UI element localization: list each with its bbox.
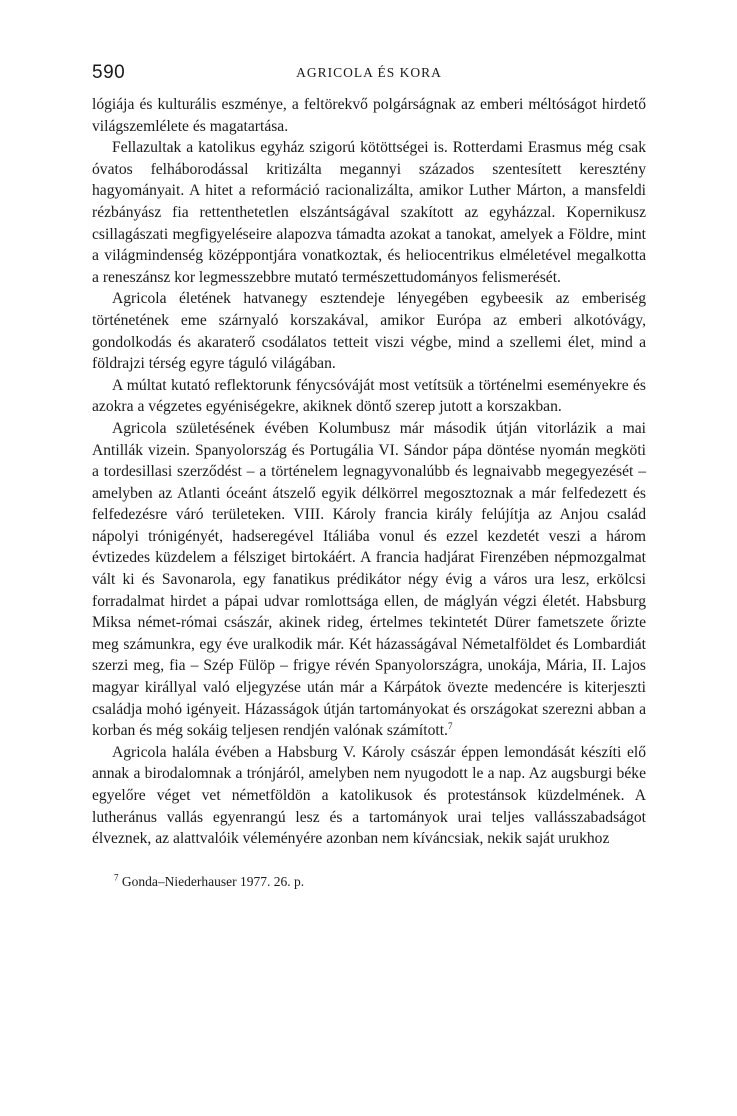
footnote-marker: 7: [114, 872, 119, 883]
paragraph-text: Agricola születésének évében Kolumbusz már második útján vitorlázik a mai Antillák vizein. Spanyolország és Portugália VI. Sándor pápa döntése nyomán megköti a tordesillasi szerződést – a történelem legnagyvonalúbb és legnaivabb megegyezését – amelyben az Atlanti óceánt átszelő egyik délkörrel megosztoznak a már felfedezett és felfedezésre váró területeken. VIII. Károly francia király felújítja az Anjou család nápolyi trónigényét, hadseregével Itáliába vonul és ezzel kezdetét veszi a három évtizedes küzdelem a félsziget birtokáért. A francia hadjárat Firenzében népmozgalmat vált ki és Savonarola, egy fanatikus prédikátor négy évig a város ura lesz, erkölcsi forradalmat hirdet a pápai udvar romlottsága ellen, de máglyán végzi életét. Habsburg Miksa német-római császár, akinek rideg, értelmes tekintetét Dürer fametszete őrizte meg számunkra, egy éve uralkodik már. Két házasságával Németalföldet és Lombardiát szerzi meg, fia – Szép Fülöp – frigye révén Spanyolországra, unokája, Mária, II. Lajos magyar királlyal való eljegyzése után már a Kárpátok övezte medencére is kiterjeszti családja mohó igényeit. Házasságok útján tartományokat és országokat szerezni abban a korban és még sokáig teljesen rendjén valónak számított.: [92, 419, 646, 740]
book-page: [92, 62, 646, 890]
footnote-reference: 7: [447, 721, 453, 732]
paragraph: A múltat kutató reflektorunk fénycsóváját most vetítsük a történelmi eseményekre és azokra a végzetes egyéniségekre, akiknek döntő szerep jutott a korszakban.: [92, 376, 646, 416]
footnote: [92, 874, 646, 890]
paragraph: lógiája és kulturális eszménye, a feltörekvő polgárságnak az emberi méltóságot hirdető világszemlélete és magatartása.: [92, 96, 646, 135]
page-number: 590: [92, 62, 126, 83]
body-text: [92, 94, 646, 850]
page-header: [92, 62, 646, 94]
paragraph: [92, 418, 646, 742]
running-head: AGRICOLA ÉS KORA: [296, 65, 442, 80]
paragraph: Agricola életének hatvanegy esztendeje lényegében egybeesik az emberiség történetének eme szárnyaló korszakával, amikor Európa az emberi alkotóvágy, gondolkodás és akaraterő csodálatos tetteit viszi végbe, mind a szellemi élet, mind a földrajzi térség egyre táguló világában.: [92, 290, 646, 373]
paragraph: Agricola halála évében a Habsburg V. Károly császár éppen lemondását készíti elő annak a birodalomnak a trónjáról, amelyben nem nyugodott le a nap. Az augsburgi béke egyelőre véget vet németföldön a katolikusok és protestánsok küzdelmének. A lutheránus vallás egyenrangú lesz és a tartományok urai teljes vallásszabadságot élveznek, az alattvalóik véleményére azonban nem kíváncsiak, nekik saját urukhoz: [92, 743, 646, 848]
footnote-text: Gonda–Niederhauser 1977. 26. p.: [121, 873, 305, 889]
paragraph: Fellazultak a katolikus egyház szigorú kötöttségei is. Rotterdami Erasmus még csak óvatos felháborodással kritizálta megannyi százados szentesített keresztény hagyományait. A hitet a reformáció racionalizálta, amikor Luther Márton, a mansfeldi rézbányász fia rettenthetetlen elszántságával szakított az egyházzal. Kopernikusz csillagászati megfigyeléseire alapozva támadta azokat a tanokat, amelyek a Földre, mint a világmindenség középpontjára vonatkoztak, és heliocentrikus elméletével megalkotta a reneszánsz kor legmesszebbre mutató természettudományos felismerését.: [92, 139, 646, 286]
